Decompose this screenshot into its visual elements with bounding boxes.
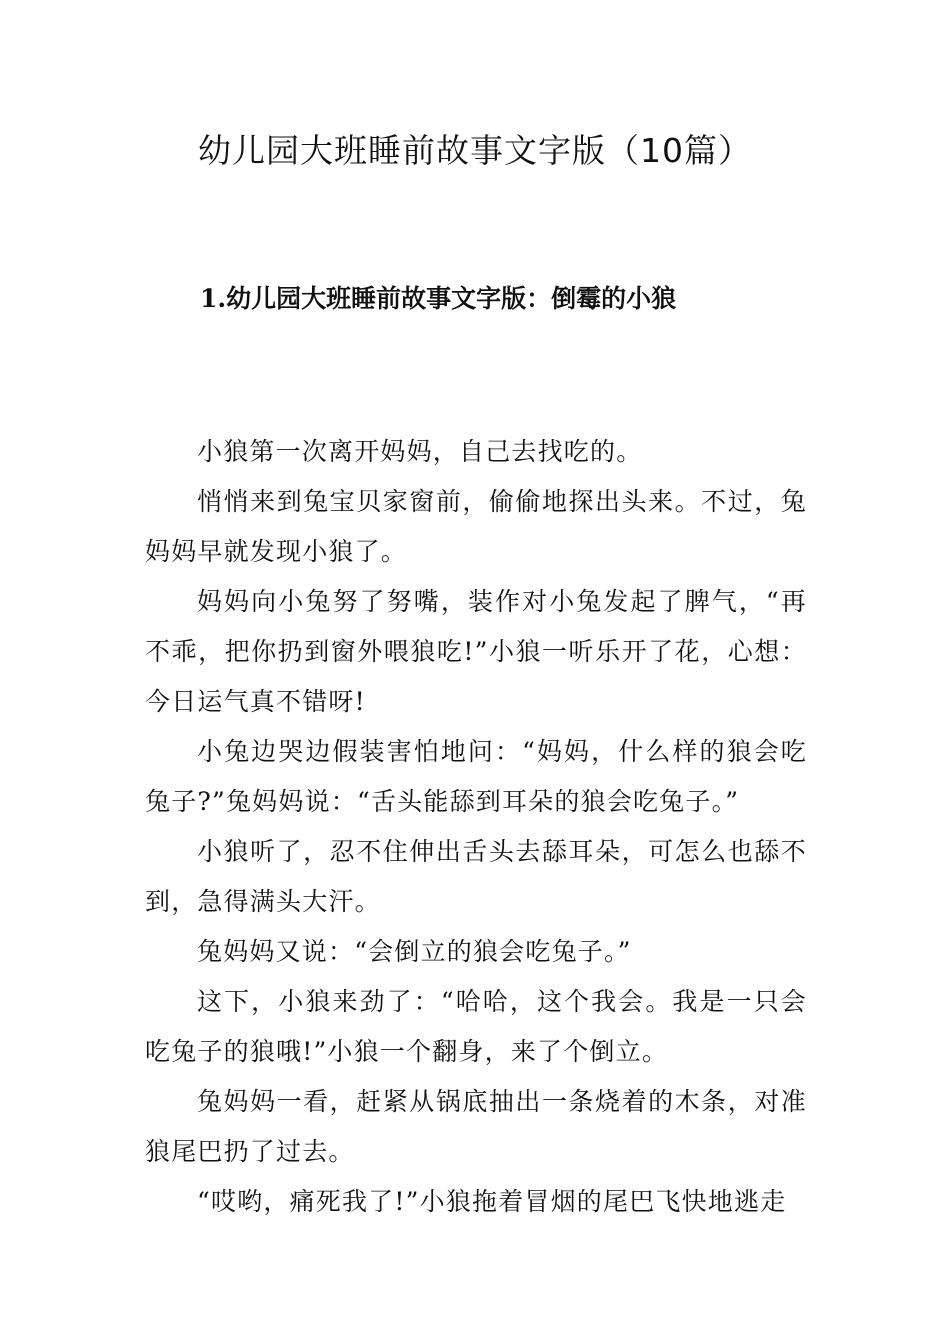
paragraph: 小狼第一次离开妈妈，自己去找吃的。 [197, 437, 643, 466]
paragraph: 小狼听了，忍不住伸出舌头去舔耳朵，可怎么也舔不到，急得满头大汗。 [145, 837, 807, 916]
paragraph: 小兔边哭边假装害怕地问：“妈妈，什么样的狼会吃兔子?”兔妈妈说：“舌头能舔到耳朵的狼会吃兔子。” [145, 737, 807, 816]
paragraph: 这下，小狼来劲了：“哈哈，这个我会。我是一只会吃兔子的狼哦!”小狼一个翻身，来了个倒立。 [145, 987, 807, 1066]
paragraph: “哎哟，痛死我了!”小狼拖着冒烟的尾巴飞快地逃走 [197, 1187, 787, 1216]
paragraph: 兔妈妈又说：“会倒立的狼会吃兔子。” [197, 937, 632, 966]
paragraph: 妈妈向小兔努了努嘴，装作对小兔发起了脾气，“再不乖，把你扔到窗外喂狼吃!”小狼一听乐开了花，心想：今日运气真不错呀! [145, 587, 807, 716]
paragraph: 悄悄来到兔宝贝家窗前，偷偷地探出头来。不过，兔妈妈早就发现小狼了。 [145, 487, 807, 566]
story-body [145, 427, 807, 1227]
section-heading: 1.幼儿园大班睡前故事文字版：倒霉的小狼 [200, 284, 677, 313]
paragraph: 兔妈妈一看，赶紧从锅底抽出一条烧着的木条，对准狼尾巴扔了过去。 [145, 1087, 807, 1166]
document-title: 幼儿园大班睡前故事文字版（10篇） [198, 131, 752, 170]
